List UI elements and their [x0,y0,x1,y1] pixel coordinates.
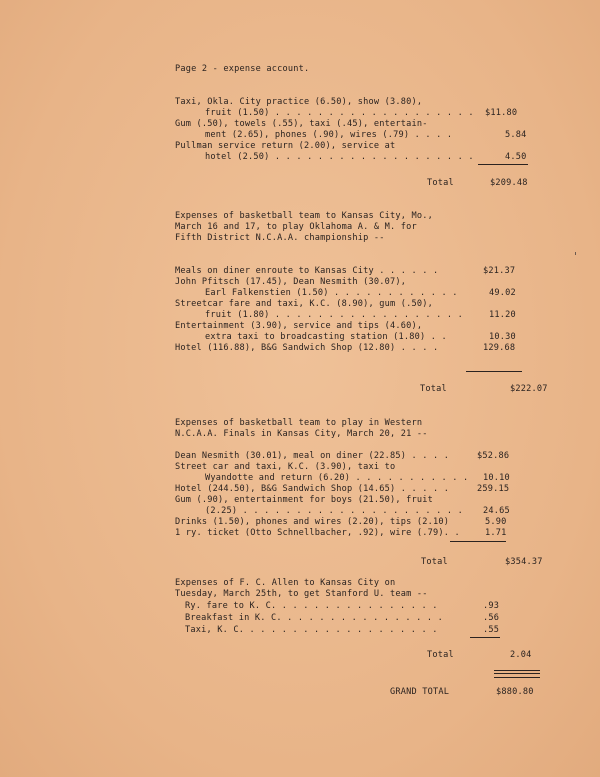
s2-amount: $21.37 [483,266,516,276]
s2-total-label: Total [420,384,447,394]
s1-underline [478,164,528,165]
s1-line: hotel (2.50) . . . . . . . . . . . . . . . . . . . [205,152,474,162]
s3-heading: Expenses of basketball team to play in Western [175,418,423,428]
s2-heading: Fifth District N.C.A.A. championship -- [175,233,385,243]
s3-amount: 24.65 [483,506,510,516]
s1-line: Pullman service return (2.00), service at [175,141,396,151]
s4-amount: .93 [483,601,500,611]
grand-total-rule [494,677,540,678]
grand-total-double-rule [494,670,540,674]
s2-line: John Pfitsch (17.45), Dean Nesmith (30.07), [175,277,407,287]
grand-total-label: GRAND TOTAL [390,687,450,697]
s3-line: Street car and taxi, K.C. (3.90), taxi to [175,462,396,472]
s1-line: Taxi, Okla. City practice (6.50), show (3.80), [175,97,423,107]
s2-amount: 129.68 [483,343,516,353]
s3-amount: 259.15 [477,484,510,494]
s2-total: $222.07 [510,384,548,394]
s1-amount: 5.84 [505,130,527,140]
s1-amount: $11.80 [485,108,518,118]
s2-line: Meals on diner enroute to Kansas City . . . . . . [175,266,439,276]
page-header: Page 2 - expense account. [175,64,310,74]
s4-amount: .56 [483,613,500,623]
s4-amount: .55 [483,625,500,635]
s3-line: Dean Nesmith (30.01), meal on diner (22.85) . . . . [175,451,450,461]
s2-line: Hotel (116.88), B&G Sandwich Shop (12.80) . . . . [175,343,439,353]
s3-total-label: Total [421,557,448,567]
s2-amount: 49.02 [489,288,516,298]
s3-amount: $52.86 [477,451,510,461]
s3-line: Hotel (244.50), B&G Sandwich Shop (14.65) . . . . . [175,484,450,494]
s2-heading: Expenses of basketball team to Kansas City, Mo., [175,211,433,221]
s2-line: Streetcar fare and taxi, K.C. (8.90), gum (.50), [175,299,433,309]
s4-total: 2.04 [510,650,532,660]
s2-line: extra taxi to broadcasting station (1.80) . . [205,332,447,342]
s1-line: ment (2.65), phones (.90), wires (.79) . . . . [205,130,453,140]
s2-line: Earl Falkenstien (1.50) . . . . . . . . . . . . [205,288,458,298]
s2-line: fruit (1.80) . . . . . . . . . . . . . . . . . . [205,310,463,320]
s4-heading: Expenses of F. C. Allen to Kansas City on [175,578,396,588]
s1-total-label: Total [427,178,454,188]
s2-amount: 10.30 [489,332,516,342]
s3-heading: N.C.A.A. Finals in Kansas City, March 20, 21 -- [175,429,428,439]
s2-line: Entertainment (3.90), service and tips (4.60), [175,321,423,331]
s3-amount: 10.10 [483,473,510,483]
s2-amount: 11.20 [489,310,516,320]
s2-underline [466,371,522,372]
margin-mark [575,252,576,255]
s3-underline [450,541,506,542]
s3-amount: 1.71 [485,528,507,538]
s3-line: 1 ry. ticket (Otto Schnellbacher, .92), wire (.79). . [175,528,460,538]
s3-line: Gum (.90), entertainment for boys (21.50), fruit [175,495,433,505]
s3-line: Drinks (1.50), phones and wires (2.20), tips (2.10) [175,517,450,527]
s1-line: Gum (.50), towels (.55), taxi (.45), entertain- [175,119,428,129]
s1-total: $209.48 [490,178,528,188]
s1-line: fruit (1.50) . . . . . . . . . . . . . . . . . . . [205,108,474,118]
s3-line: (2.25) . . . . . . . . . . . . . . . . . . . . . [205,506,463,516]
s3-amount: 5.90 [485,517,507,527]
s3-total: $354.37 [505,557,543,567]
s4-line: Taxi, K. C. . . . . . . . . . . . . . . . . . . [185,625,438,635]
s1-amount: 4.50 [505,152,527,162]
s4-underline [470,637,500,638]
s4-heading: Tuesday, March 25th, to get Stanford U. team -- [175,589,428,599]
s4-line: Ry. fare to K. C. . . . . . . . . . . . . . . . [185,601,438,611]
s2-heading: March 16 and 17, to play Oklahoma A. & M. for [175,222,417,232]
s3-line: Wyandotte and return (6.20) . . . . . . . . . . . [205,473,469,483]
s4-total-label: Total [427,650,454,660]
grand-total: $880.80 [496,687,534,697]
s4-line: Breakfast in K. C. . . . . . . . . . . . . . . . [185,613,443,623]
